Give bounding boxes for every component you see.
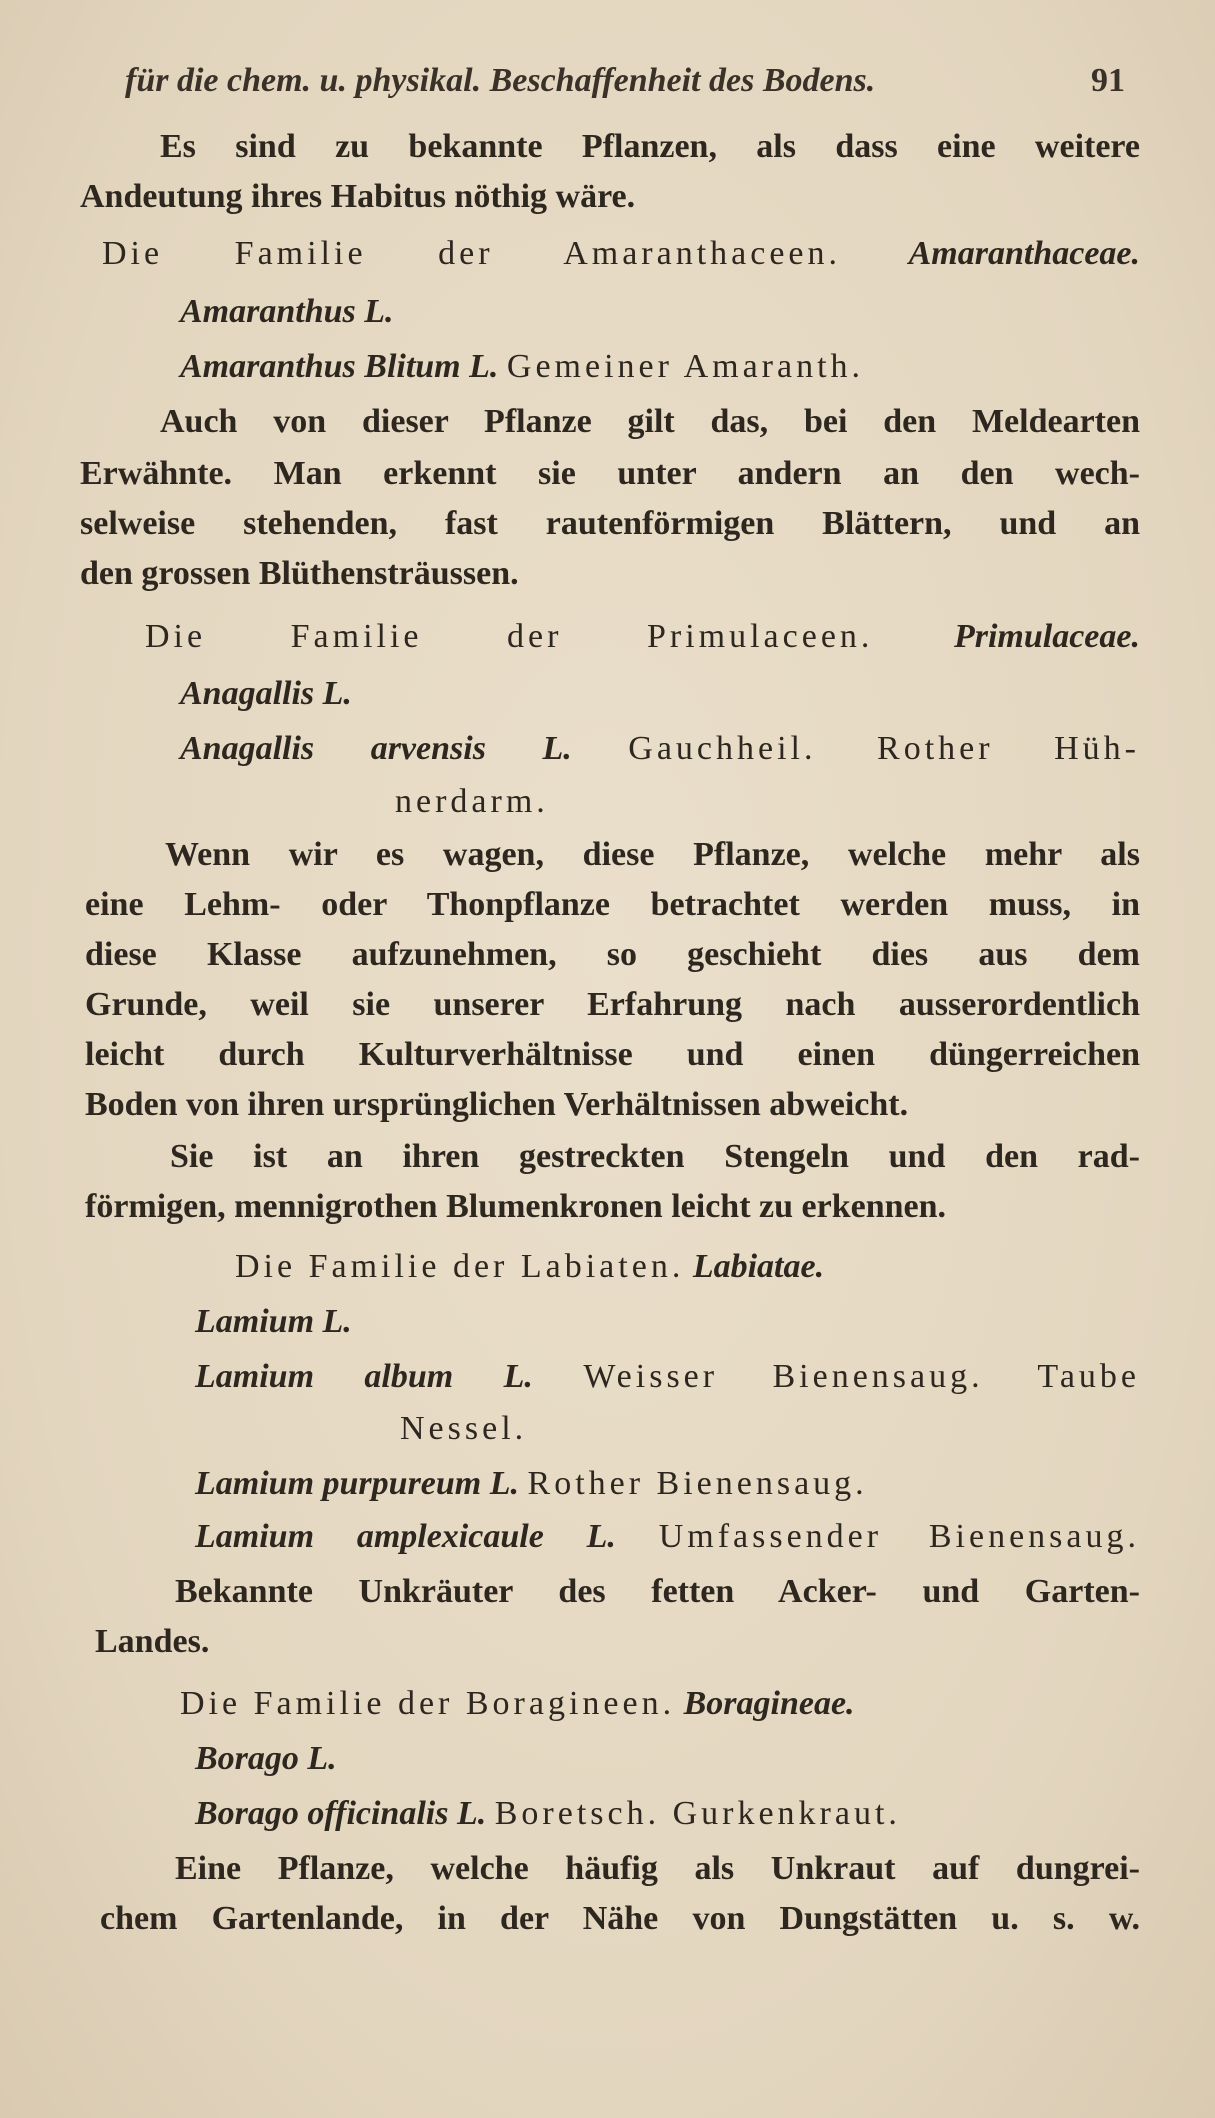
text-span: Boretsch. Gurkenkraut. — [494, 1795, 901, 1832]
text-span: Anagallis L. — [180, 675, 352, 712]
text-span: Weisser Bienensaug. Taube — [583, 1358, 1140, 1395]
running-header — [125, 62, 1125, 100]
page-number: 91 — [1091, 62, 1125, 99]
text-line — [85, 886, 1140, 924]
text-line — [145, 618, 1140, 656]
text-span: leicht durch Kulturverhältnisse und einen düngerreichen — [85, 1036, 1140, 1073]
text-line — [195, 1740, 1140, 1778]
text-span: Borago L. — [195, 1740, 337, 1777]
text-line — [395, 783, 1140, 821]
text-span: Rother Bienensaug. — [527, 1465, 868, 1502]
text-line — [180, 348, 1140, 386]
text-line — [235, 1248, 1140, 1286]
text-line — [180, 1685, 1140, 1723]
text-line — [170, 1138, 1140, 1176]
text-line — [100, 1900, 1140, 1938]
text-span: Amaranthus L. — [180, 293, 394, 330]
text-span: Die Familie der Labiaten. — [235, 1248, 685, 1285]
text-span: Landes. — [95, 1623, 210, 1660]
text-span — [572, 730, 629, 767]
text-span: Boden von ihren ursprünglichen Verhältnissen abweicht. — [85, 1086, 909, 1123]
text-span: Wenn wir es wagen, diese Pflanze, welche mehr als — [165, 836, 1140, 873]
text-span: Grunde, weil sie unserer Erfahrung nach ausserordentlich — [85, 986, 1140, 1023]
text-line — [195, 1303, 1140, 1341]
text-span: Nessel. — [400, 1410, 528, 1447]
text-line — [80, 178, 1140, 216]
text-span: den grossen Blüthensträussen. — [80, 555, 519, 592]
text-span — [684, 1248, 693, 1285]
text-span — [498, 348, 507, 385]
text-line — [195, 1465, 1140, 1503]
text-line — [160, 403, 1140, 441]
text-line — [85, 1036, 1140, 1074]
text-span: selweise stehenden, fast rautenförmigen Blättern, und an — [80, 505, 1140, 542]
text-span: Auch von dieser Pflanze gilt das, bei den Meldearten — [160, 403, 1140, 440]
text-span: Amaranthaceae. — [908, 235, 1141, 272]
text-line — [95, 1623, 1140, 1661]
text-span: eine Lehm- oder Thonpflanze betrachtet werden muss, in — [85, 886, 1140, 923]
text-span — [616, 1518, 659, 1555]
text-span: Die Familie der Primulaceen. — [145, 618, 874, 655]
text-line — [195, 1795, 1140, 1833]
text-span: Gauchheil. Rother Hüh- — [628, 730, 1140, 767]
text-line — [85, 1086, 1140, 1124]
text-line — [85, 1188, 1140, 1226]
text-span: Es sind zu bekannte Pflanzen, als dass eine weitere — [160, 128, 1140, 165]
text-line — [80, 555, 1140, 593]
text-line — [400, 1410, 1140, 1448]
text-line — [180, 675, 1140, 713]
text-span: nerdarm. — [395, 783, 549, 820]
text-span: Amaranthus Blitum L. — [180, 348, 499, 385]
text-span: Die Familie der Boragineen. — [180, 1685, 676, 1722]
text-span: Anagallis arvensis L. — [180, 730, 572, 767]
text-line — [160, 128, 1140, 166]
text-span: förmigen, mennigrothen Blumenkronen leicht zu erkennen. — [85, 1188, 947, 1225]
text-line — [175, 1850, 1140, 1888]
text-line — [85, 936, 1140, 974]
text-span: chem Gartenlande, in der Nähe von Dungstätten u. s. w. — [100, 1900, 1140, 1937]
text-span: Sie ist an ihren gestreckten Stengeln und den rad- — [170, 1138, 1140, 1175]
text-span: Primulaceae. — [953, 618, 1140, 655]
text-span: Die Familie der Amaranthaceen. — [102, 235, 842, 272]
text-span — [533, 1358, 583, 1395]
text-span — [675, 1685, 684, 1722]
text-span: Gemeiner Amaranth. — [506, 348, 865, 385]
text-line — [180, 293, 1140, 331]
text-line — [85, 986, 1140, 1024]
text-span — [486, 1795, 495, 1832]
running-title: für die chem. u. physikal. Beschaffenheit des Bodens. — [125, 62, 876, 99]
text-span: Borago officinalis L. — [195, 1795, 487, 1832]
text-span: Andeutung ihres Habitus nöthig wäre. — [80, 178, 636, 215]
text-line — [195, 1518, 1140, 1556]
text-span: Bekannte Unkräuter des fetten Acker- und Garten- — [175, 1573, 1140, 1610]
text-span: Eine Pflanze, welche häufig als Unkraut auf dungrei- — [175, 1850, 1140, 1887]
text-span — [519, 1465, 528, 1502]
text-line — [80, 455, 1140, 493]
text-line — [195, 1358, 1140, 1396]
text-span: diese Klasse aufzunehmen, so geschieht dies aus dem — [85, 936, 1140, 973]
text-span — [841, 235, 909, 272]
text-line — [80, 505, 1140, 543]
text-span: Erwähnte. Man erkennt sie unter andern an den wech- — [80, 455, 1140, 492]
text-span: Lamium L. — [195, 1303, 352, 1340]
text-line — [180, 730, 1140, 768]
text-span: Umfassender Bienensaug. — [658, 1518, 1140, 1555]
text-span: Lamium purpureum L. — [195, 1465, 520, 1502]
text-span: Lamium amplexicaule L. — [195, 1518, 616, 1555]
text-span: Labiatae. — [692, 1248, 825, 1285]
text-span: Lamium album L. — [195, 1358, 533, 1395]
text-line — [102, 235, 1140, 273]
text-line — [175, 1573, 1140, 1611]
text-span — [873, 618, 954, 655]
text-line — [165, 836, 1140, 874]
text-span: Boragineae. — [683, 1685, 855, 1722]
